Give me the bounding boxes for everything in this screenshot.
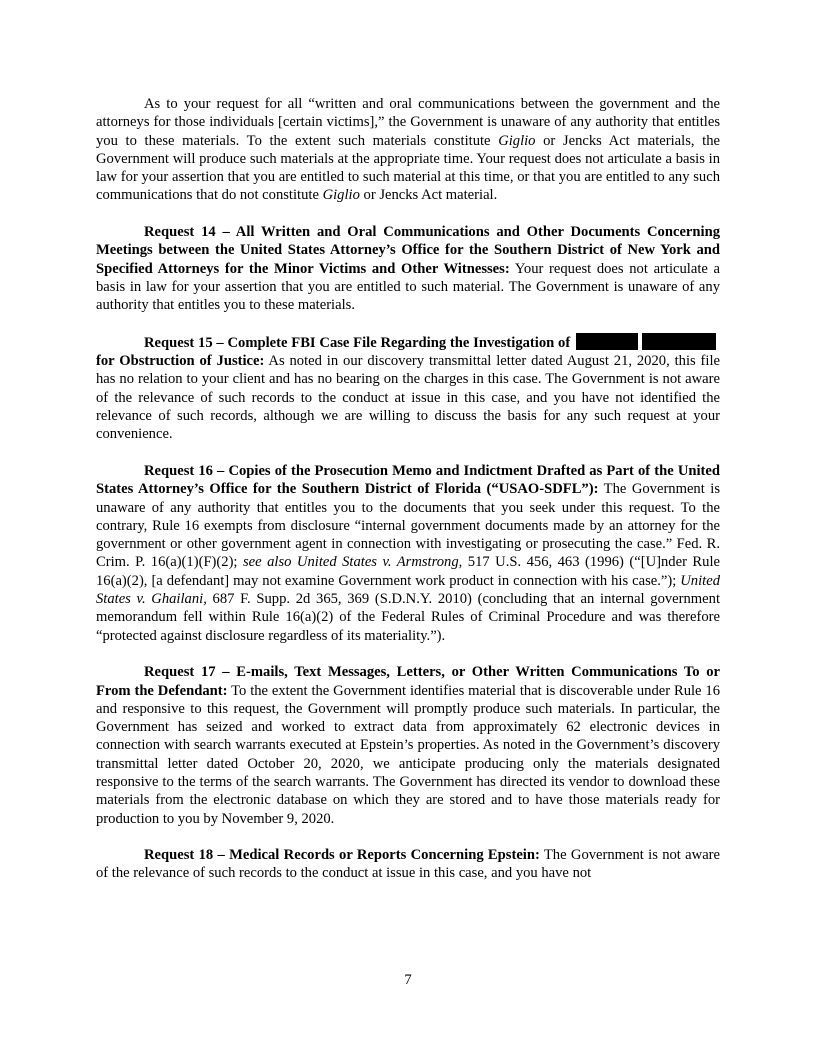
- case-name: Giglio: [322, 187, 360, 204]
- request-heading: Request 16 – Copies of the Prosecution Memo and Indictment Drafted as Part of the United States Attorney’s Office for the Southern District of Florida (“USAO-SDFL”):: [96, 462, 720, 498]
- text: As to your request for all “written and oral communications between the government and the attorneys for those individuals [certain victims],” the Government is unaware of any authority that entitles you to these materials. To the extent such materials constitute: [96, 96, 720, 149]
- paragraph-request-14: [96, 223, 720, 314]
- case-name: Giglio: [498, 132, 536, 149]
- text: or Jencks Act material.: [359, 187, 498, 204]
- case-citation: see also United States v. Armstrong: [242, 554, 459, 571]
- case-citation: United States v. Ghailani: [96, 572, 720, 608]
- text: , 517 U.S. 456, 463 (1996) (“[U]nder Rule 16(a)(2), [a defendant] may not examine Government work product in connection with his case.”);: [96, 554, 720, 589]
- letter-body: [96, 95, 720, 901]
- request-response: Your request does not articulate a basis in law for your assertion that you are entitled to such material. The Government is unaware of any authority that entitles you to these materials.: [96, 260, 721, 314]
- request-heading: Request 18 – Medical Records or Reports Concerning Epstein:: [144, 847, 540, 864]
- redaction-block: [576, 333, 638, 350]
- paragraph-request-18: [96, 846, 720, 883]
- paragraph-request-17: [96, 663, 720, 828]
- request-heading: Request 14 – All Written and Oral Communications and Other Documents Concerning Meetings between the United States Attorney’s Office for the Southern District of New York and Specified Attorneys for the Minor Victims and Other Witnesses:: [96, 224, 720, 277]
- request-heading: Request 17 – E-mails, Text Messages, Letters, or Other Written Communications To or From the Defendant:: [96, 664, 720, 699]
- request-response: To the extent the Government identifies material that is discoverable under Rule 16 and responsive to this request, the Government will promptly produce such materials. In particular, the Government has seized and worked to extract data from approximately 62 electronic devices in connection with search warrants executed at Epstein’s properties. As noted in the Government’s discovery transmittal letter dated October 20, 2020, we anticipate producing only the materials designated responsive to the terms of the search warrants. The Government has directed its vendor to download these materials from the electronic database on which they are stored and to have those materials ready for production to you by November 9, 2020.: [96, 682, 720, 827]
- request-response: As noted in our discovery transmittal letter dated August 21, 2020, this file has no relation to your client and has no bearing on the charges in this case. The Government is not aware of the relevance of such records to the conduct at issue in this case, and you have not identified the relevance of such records, although we are willing to discuss the basis for any such request at your convenience.: [96, 353, 720, 443]
- request-response: The Government is not aware of the relevance of such records to the conduct at issue in this case, and you have not: [96, 847, 721, 882]
- request-heading: Request 15 – Complete FBI Case File Regarding the Investigation of: [144, 334, 571, 351]
- paragraph-request-15: [96, 333, 720, 444]
- redaction-block: [642, 333, 716, 350]
- paragraph-communications-response: [96, 95, 720, 205]
- request-heading-cont: for Obstruction of Justice:: [96, 353, 265, 370]
- text: The Government is unaware of any authority that entitles you to the documents that you seek under this request. To the contrary, Rule 16 exempts from disclosure “internal government documents made by an attorney for the government or other government agent in connection with investigating or prosecuting the case.” Fed. R. Crim. P. 16(a)(1)(F)(2);: [96, 481, 720, 571]
- paragraph-request-16: [96, 462, 720, 645]
- text: or Jencks Act materials, the Government will produce such materials at the appropriate time. Your request does not articulate a basis in law for your assertion that you are entitled to such material at this time, or that you are entitled to any such communications that do not constitute: [96, 132, 720, 204]
- page-number: 7: [404, 972, 412, 988]
- text: , 687 F. Supp. 2d 365, 369 (S.D.N.Y. 2010) (concluding that an internal government memorandum fell within Rule 16(a)(2) of the Federal Rules of Criminal Procedure and was therefore “protected against disclosure regardless of its materiality.”).: [96, 591, 720, 644]
